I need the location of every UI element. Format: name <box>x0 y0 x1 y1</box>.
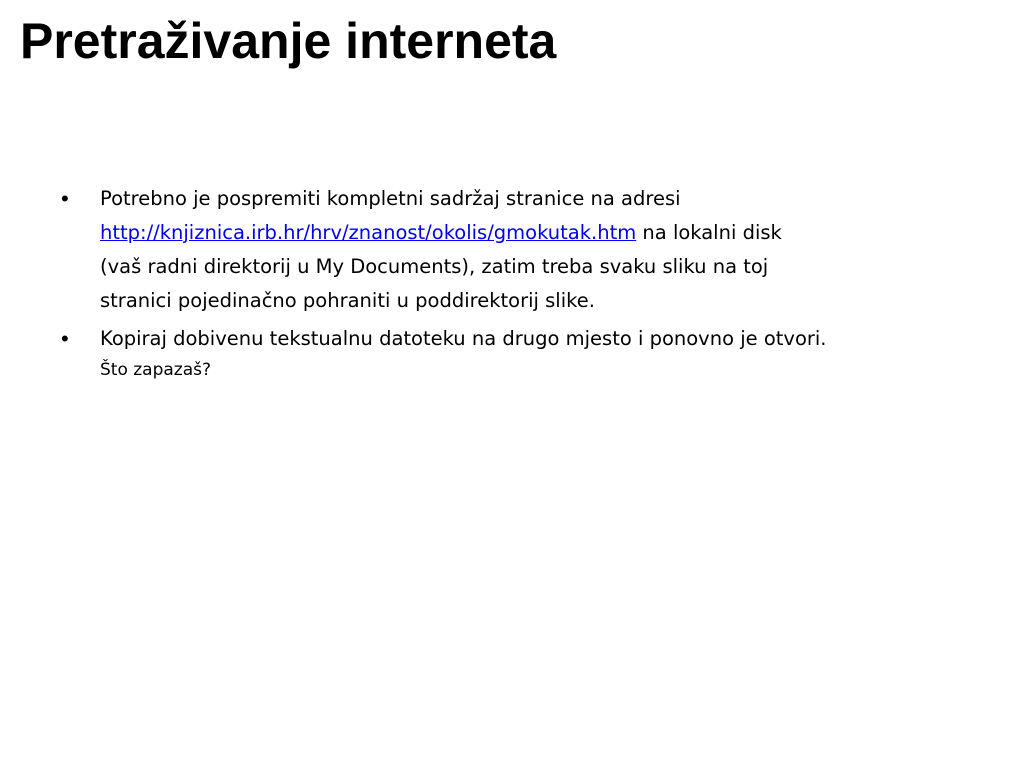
bullet-2-line-2: Što zapazaš? <box>100 360 212 380</box>
bullet-2-line-1: Kopiraj dobivenu tekstualnu datoteku na drugo mjesto i ponovno je otvori. <box>100 327 827 350</box>
bullet-dot-icon: • <box>61 186 69 211</box>
bullet-1-after-link: na lokalni disk <box>636 221 782 244</box>
bullet-1-line-2 <box>100 216 1000 250</box>
bullet-1-line-4: stranici pojedinačno pohraniti u poddirektorij slike. <box>100 289 595 312</box>
bullet-item-1 <box>0 182 1000 318</box>
slide-title: Pretraživanje interneta <box>20 13 557 69</box>
bullet-item-2 <box>0 322 1000 384</box>
bullet-1-line-1: Potrebno je pospremiti kompletni sadržaj stranice na adresi <box>100 187 681 210</box>
bullet-1-line-3: (vaš radni direktorij u My Documents), zatim treba svaku sliku na toj <box>100 255 769 278</box>
bullet-dot-icon: • <box>61 326 69 351</box>
bullet-list <box>0 182 1000 384</box>
gmokutak-link[interactable]: http://knjiznica.irb.hr/hrv/znanost/okolis/gmokutak.htm <box>100 221 637 244</box>
